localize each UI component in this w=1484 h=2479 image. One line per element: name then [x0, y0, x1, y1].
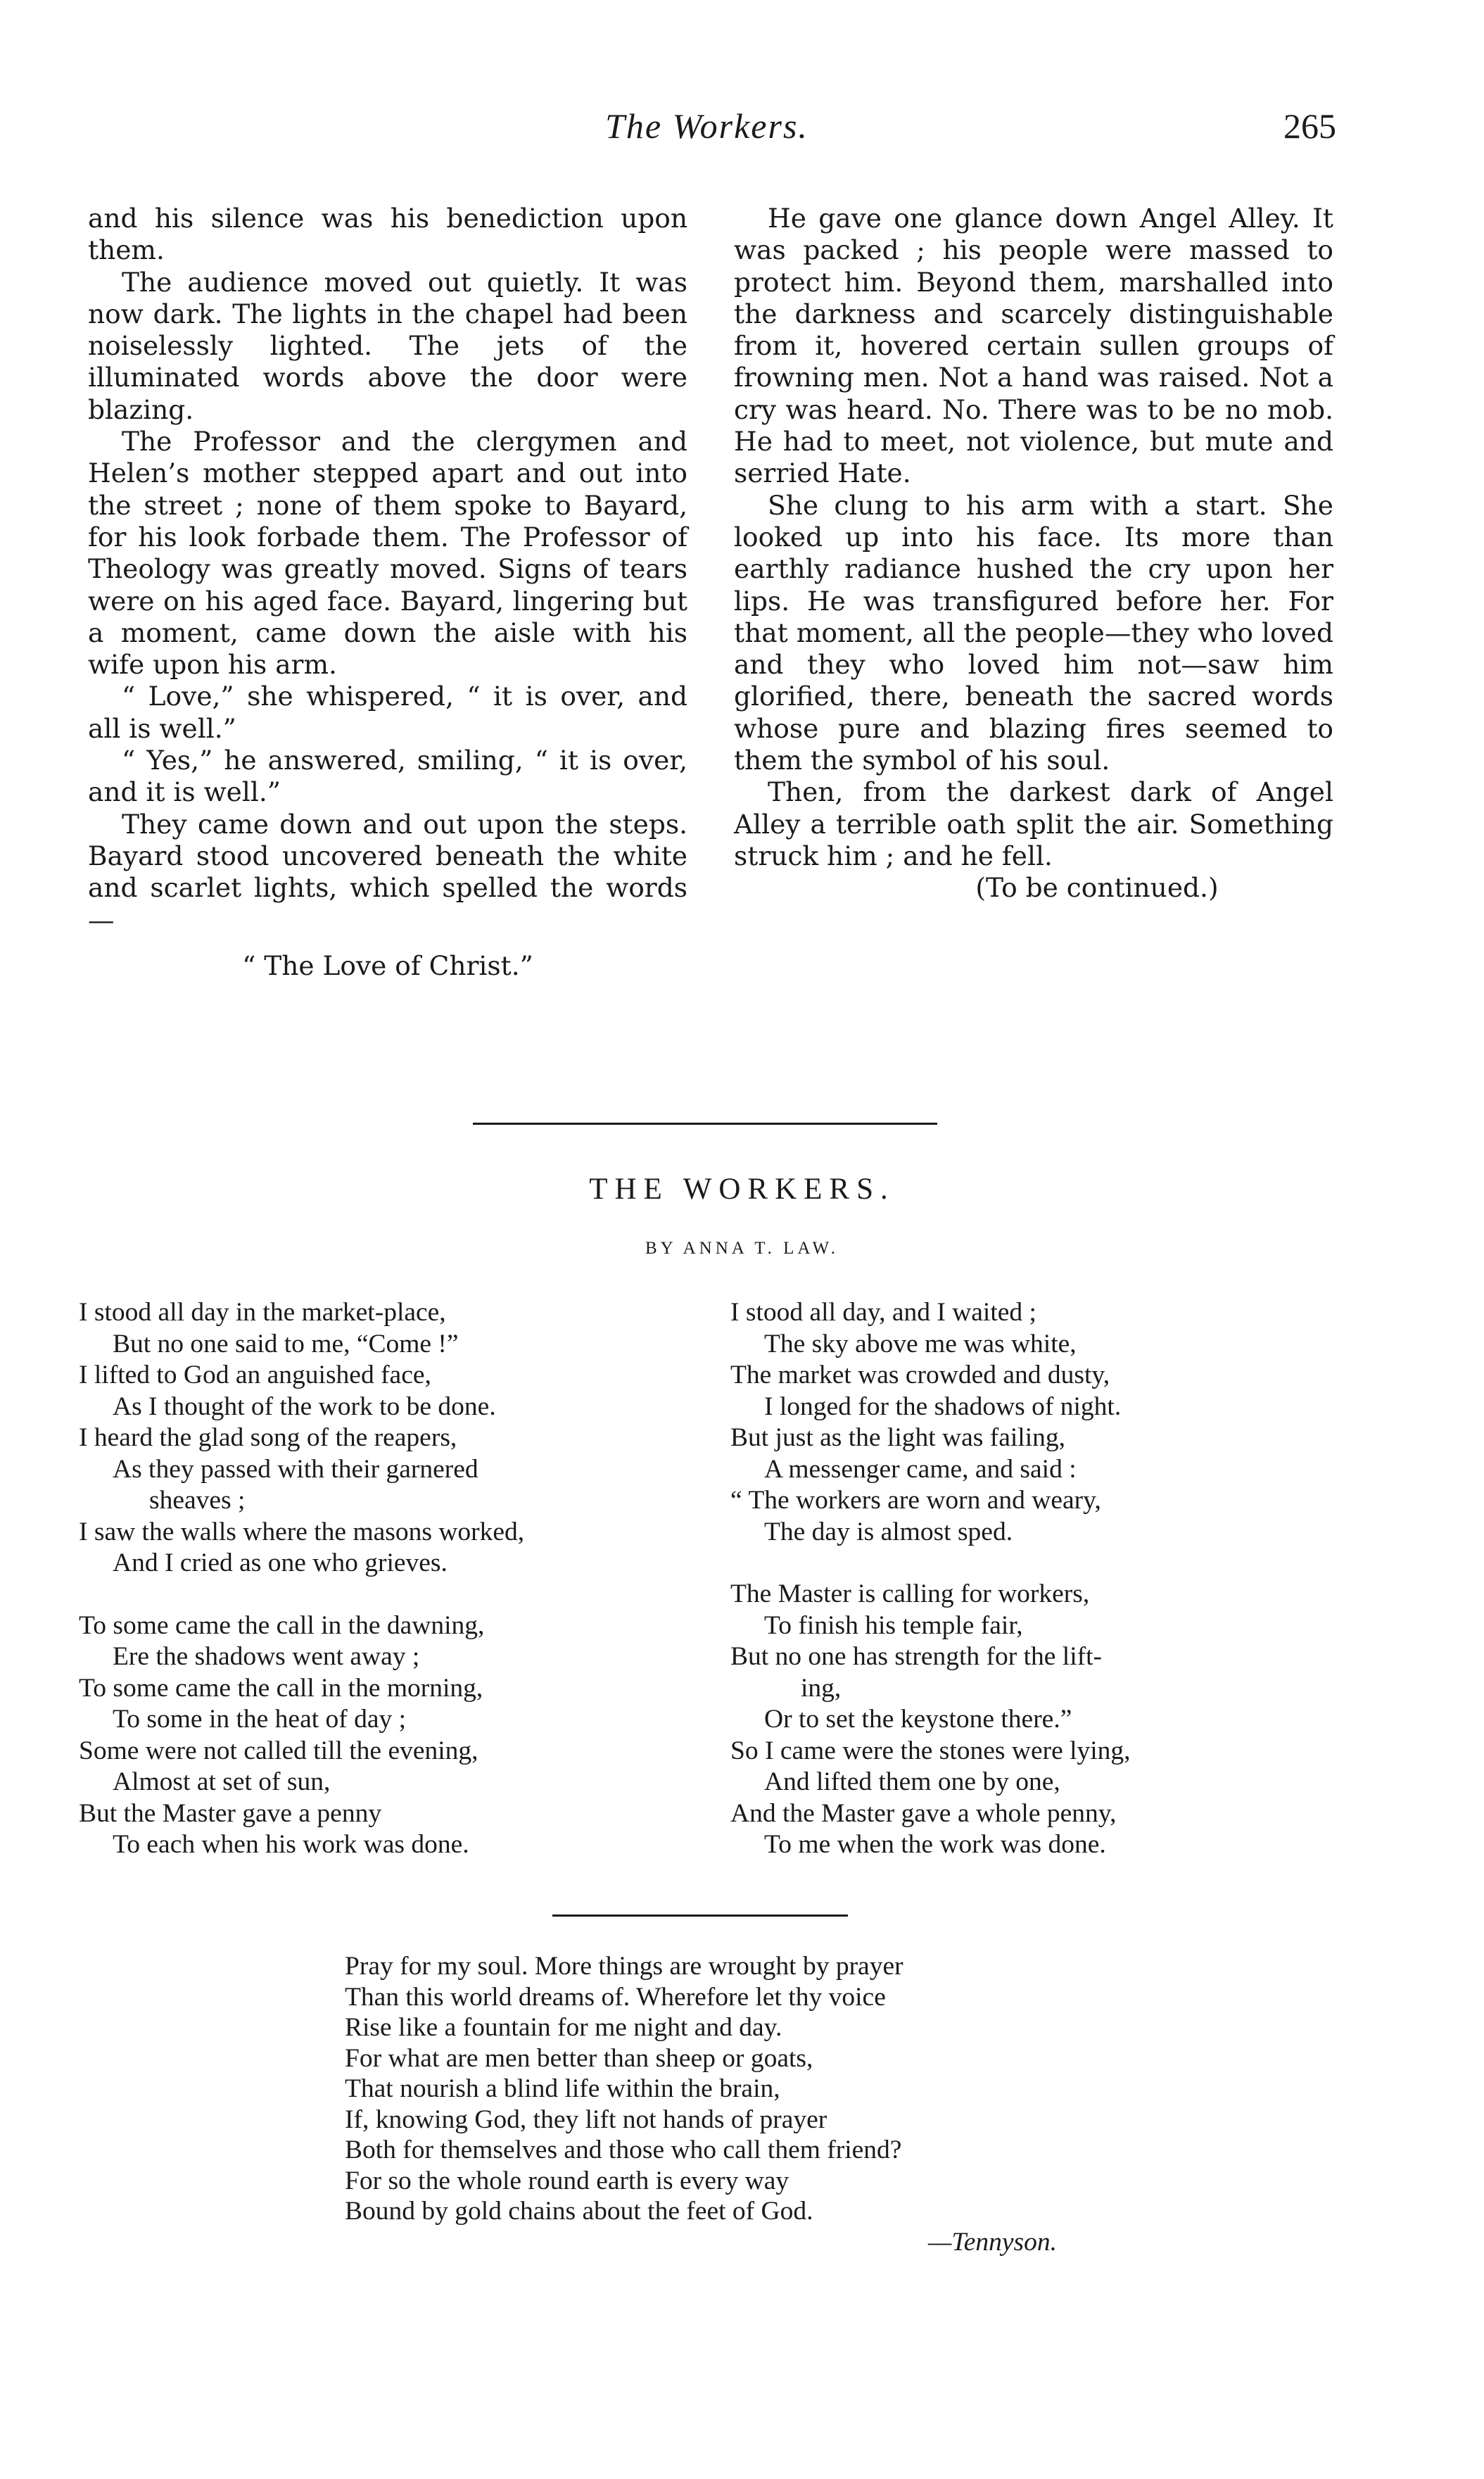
quote-line: Rise like a fountain for me night and day. — [345, 2013, 782, 2042]
section-divider — [473, 1123, 937, 1125]
poem-line: But the Master gave a penny — [79, 1798, 382, 1828]
poem-line: The Master is calling for workers, — [730, 1579, 1090, 1608]
poem-line: The sky above me was white, — [764, 1329, 1077, 1358]
quote-line: For what are men better than sheep or goats, — [345, 2043, 813, 2073]
poem-line: And lifted them one by one, — [764, 1767, 1060, 1796]
poem-line: To some came the call in the morning, — [79, 1673, 483, 1703]
quote-line: If, knowing God, they lift not hands of prayer — [345, 2105, 827, 2134]
story-paragraph: Then, from the darkest dark of Angel Alley a terrible oath split the air. Something struck him ; and he fell. — [734, 776, 1333, 871]
story-left-column — [88, 203, 687, 982]
poem-line: The day is almost sped. — [764, 1517, 1013, 1546]
poem-stanza — [79, 1297, 726, 1579]
poem-line: I saw the walls where the masons worked, — [79, 1517, 525, 1546]
story-closing-words: “ The Love of Christ.” — [242, 950, 533, 981]
poem-line: Ere the shadows went away ; — [113, 1642, 420, 1671]
poem-line: Or to set the keystone there.” — [764, 1705, 1072, 1734]
poem-line: To some in the heat of day ; — [113, 1705, 407, 1734]
to-be-continued: (To be continued.) — [975, 872, 1219, 904]
quote-line: For so the whole round earth is every way — [345, 2166, 789, 2195]
poem-line: I lifted to God an anguished face, — [79, 1361, 431, 1389]
story-right-column — [734, 203, 1333, 904]
running-head — [77, 106, 1336, 155]
poem-line: I stood all day in the market-place, — [79, 1298, 446, 1327]
poem-line: sheaves ; — [149, 1486, 246, 1515]
story-paragraph: They came down and out upon the steps. Bayard stood uncovered beneath the white and scarlet lights, which spelled the words— — [88, 808, 687, 935]
quote-line: Bound by gold chains about the feet of God. — [345, 2197, 813, 2226]
quote-attribution: —Tennyson. — [927, 2227, 1057, 2257]
quote-line: That nourish a blind life within the brain, — [345, 2074, 780, 2103]
poem-stanza — [730, 1579, 1343, 1861]
poem-left-column — [79, 1297, 726, 1892]
poem-right-column — [730, 1297, 1343, 1892]
poem-line: I heard the glad song of the reapers, — [79, 1423, 457, 1452]
poem-line: But no one said to me, “Come !” — [113, 1329, 459, 1358]
poem-byline: BY ANNA T. LAW. — [645, 1239, 839, 1258]
story-paragraph: “ Love,” she whispered, “ it is over, and all is well.” — [88, 681, 687, 744]
poem-line: So I came were the stones were lying, — [730, 1736, 1131, 1765]
poem-line: As they passed with their garnered — [113, 1454, 478, 1484]
poem-line: Some were not called till the evening, — [79, 1736, 478, 1765]
poem-line: And I cried as one who grieves. — [113, 1548, 448, 1577]
page-number: 265 — [1283, 106, 1336, 146]
story-paragraph: “ Yes,” he answered, smiling, “ it is over, and it is well.” — [88, 745, 687, 808]
poem-line: To me when the work was done. — [764, 1830, 1106, 1859]
story-paragraph: The Professor and the clergymen and Helen’s mother stepped apart and out into the street ; none of them spoke to Bayard, for his look forbade them. The Professor of Theology was greatly moved. Signs of tears were on his aged face. Bayard, lingering but a moment, came down the aisle with his wife upon his arm. — [88, 426, 687, 681]
poem-line: Almost at set of sun, — [113, 1767, 331, 1796]
poem-line: ing, — [801, 1673, 842, 1703]
running-title: The Workers. — [605, 106, 808, 146]
poem-line: “ The workers are worn and weary, — [730, 1486, 1101, 1515]
quote-line: Both for themselves and those who call them friend? — [345, 2136, 902, 2164]
poem-line: A messenger came, and said : — [764, 1454, 1077, 1484]
quote-line: Than this world dreams of. Wherefore let thy voice — [345, 1982, 886, 2012]
poem-line: To some came the call in the dawning, — [79, 1610, 485, 1640]
poem-line: To finish his temple fair, — [764, 1610, 1023, 1640]
poem-title: THE WORKERS. — [589, 1173, 895, 1206]
poem-line: The market was crowded and dusty, — [730, 1361, 1110, 1389]
poem-stanza — [730, 1297, 1343, 1548]
poem-line: And the Master gave a whole penny, — [730, 1798, 1117, 1828]
tennyson-quote — [345, 1951, 1189, 2257]
poem-line: I longed for the shadows of night. — [764, 1392, 1122, 1421]
story-paragraph: He gave one glance down Angel Alley. It was packed ; his people were massed to protect him. Beyond them, marshalled into the darkness and scarcely distinguishable from it, hovered certain sullen groups of frowning men. Not a hand was raised. Not a cry was heard. No. There was to be no mob. He had to meet, not violence, but mute and serried Hate. — [734, 203, 1333, 489]
story-paragraph: She clung to his arm with a start. She looked up into his face. Its more than earthly radiance hushed the cry upon her lips. He was transfigured before her. For that moment, all the people—they who loved and they who loved him not—saw him glorified, there, beneath the sacred words whose pure and blazing fires seemed to them the symbol of his soul. — [734, 489, 1333, 776]
poem-stanza — [79, 1610, 726, 1861]
story-paragraph: and his silence was his benediction upon them. — [88, 203, 687, 266]
poem-line: I stood all day, and I waited ; — [730, 1298, 1036, 1327]
quote-line: Pray for my soul. More things are wrought by prayer — [345, 1952, 903, 1981]
quote-lines — [345, 1951, 1189, 2227]
poem-line: But no one has strength for the lift- — [730, 1642, 1103, 1671]
section-divider — [552, 1915, 848, 1917]
poem-line: As I thought of the work to be done. — [113, 1392, 496, 1421]
story-paragraph: The audience moved out quietly. It was now dark. The lights in the chapel had been noiselessly lighted. The jets of the illuminated words above the door were blazing. — [88, 266, 687, 425]
poem-line: But just as the light was failing, — [730, 1423, 1066, 1452]
poem-line: To each when his work was done. — [113, 1830, 469, 1859]
